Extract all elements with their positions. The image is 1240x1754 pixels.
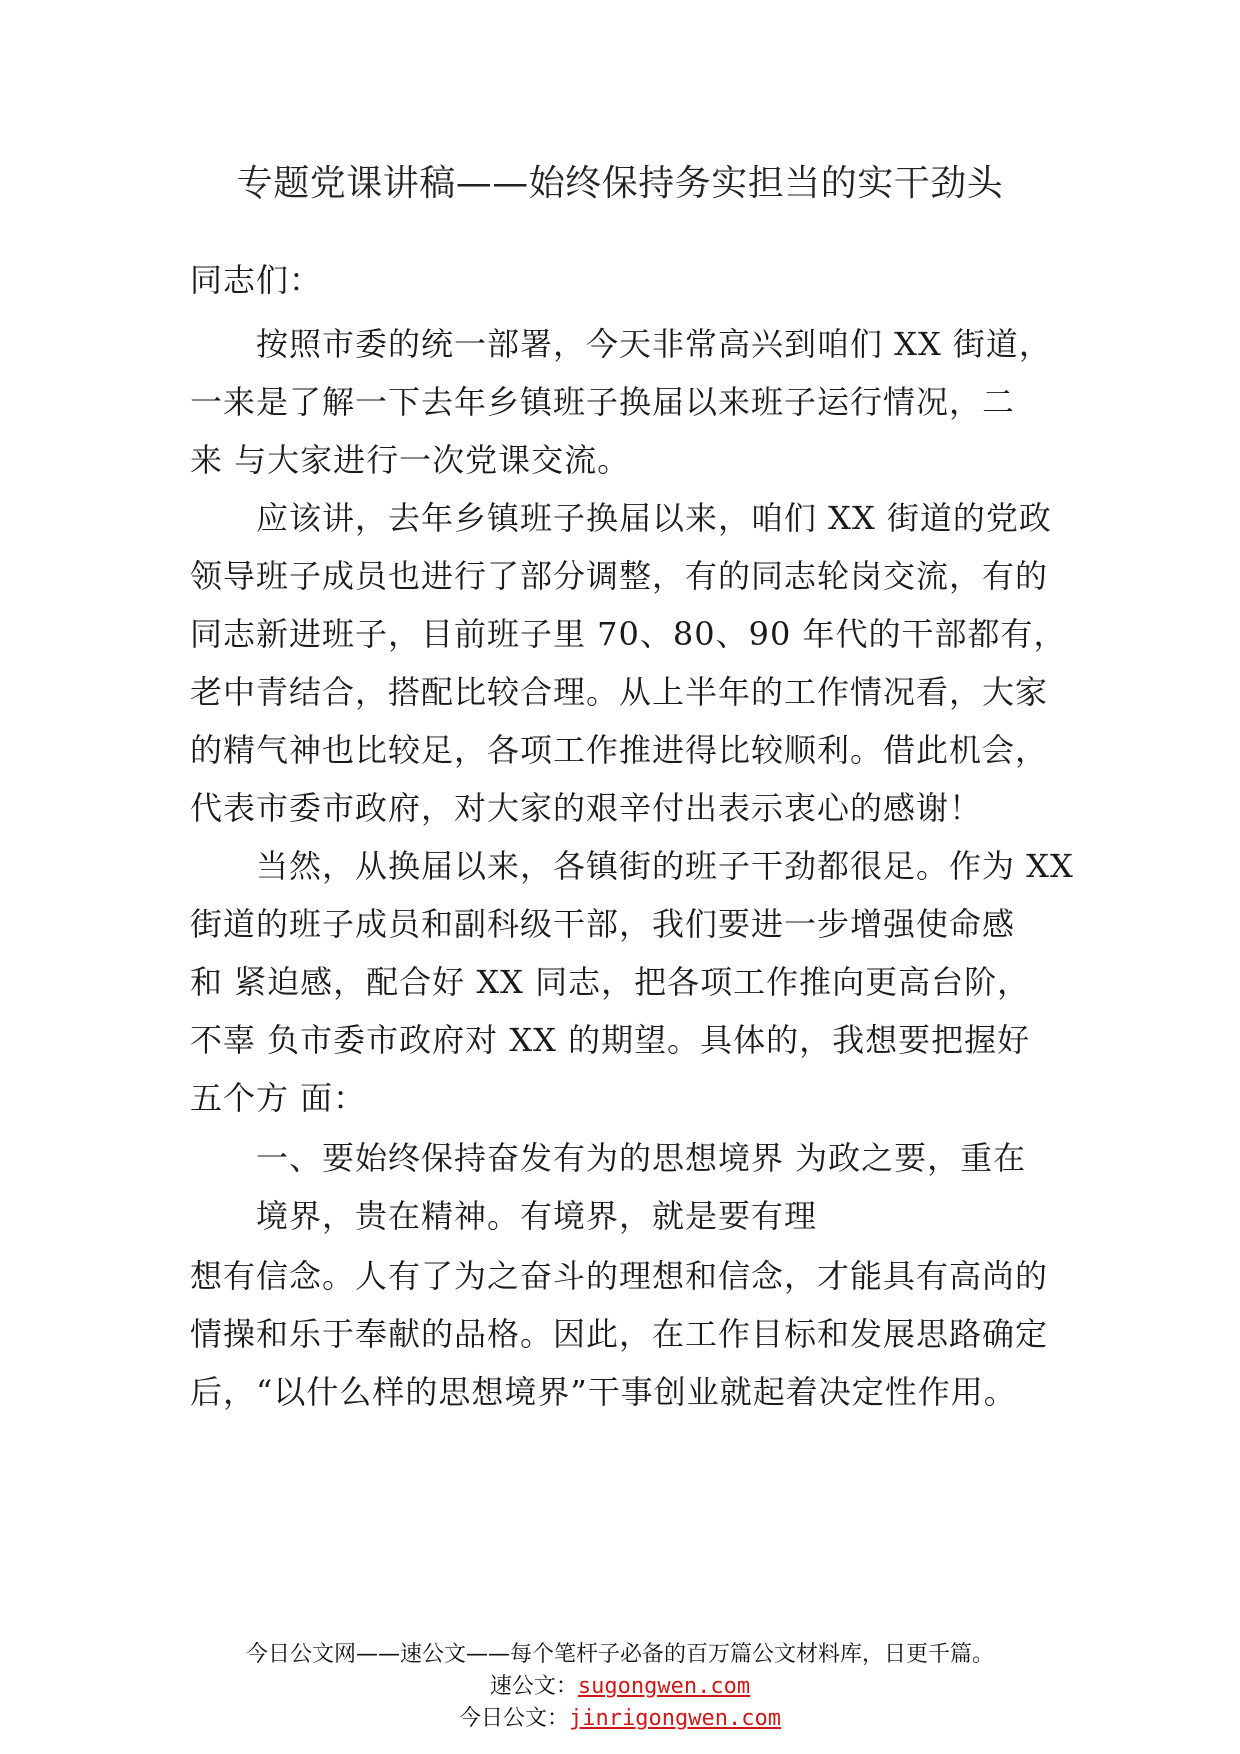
paragraph-line: 代表市委市政府，对大家的艰辛付出表示衷心的感谢！ [190,789,983,827]
paragraph-line: 和 紧迫感，配合好 XX 同志，把各项工作推向更高台阶， [190,963,1031,1001]
footer-site1-link[interactable]: sugongwen.com [577,1674,751,1699]
paragraph-line: 应该讲，去年乡镇班子换届以来，咱们 XX 街道的党政 [256,499,1052,537]
paragraph-line: 情操和乐于奉献的品格。因此，在工作目标和发展思路确定 [190,1315,1049,1353]
footer-site2-label: 今日公文： [459,1706,570,1731]
paragraph-line: 的精气神也比较足，各项工作推进得比较顺利。借此机会， [190,731,1049,769]
footer-site1-label: 速公文： [489,1674,578,1699]
paragraph-line: 按照市委的统一部署，今天非常高兴到咱们 XX 街道， [256,325,1052,363]
document-title: 专题党课讲稿——始终保持务实担当的实干劲头 [236,163,1004,204]
section-heading: 一、要始终保持奋发有为的思想境界 为政之要，重在 [256,1139,1027,1177]
paragraph-line: 老中青结合，搭配比较合理。从上半年的工作情况看，大家 [190,673,1049,711]
paragraph-line: 当然，从换届以来，各镇街的班子干劲都很足。作为 XX [256,847,1074,885]
footer-site2 [0,1704,1240,1734]
paragraph-line: 来 与大家进行一次党课交流。 [190,441,631,479]
paragraph-line: 境界，贵在精神。有境界，就是要有理 [256,1197,818,1235]
footer-site2-link[interactable]: jinrigongwen.com [569,1706,781,1731]
paragraph-line: 想有信念。人有了为之奋斗的理想和信念，才能具有高尚的 [190,1257,1049,1295]
paragraph-line: 不辜 负市委市政府对 XX 的期望。具体的，我想要把握好 [190,1021,1031,1059]
paragraph-line: 五个方 面： [190,1079,367,1117]
greeting: 同志们： [190,261,323,299]
footer-site1 [0,1672,1240,1702]
paragraph-line: 一来是了解一下去年乡镇班子换届以来班子运行情况，二 [190,383,1016,421]
paragraph-line: 街道的班子成员和副科级干部，我们要进一步增强使命感 [190,905,1016,943]
paragraph-line: 后，“以什么样的思想境界”干事创业就起着决定性作用。 [190,1373,1017,1411]
paragraph-line: 领导班子成员也进行了部分调整，有的同志轮岗交流，有的 [190,557,1049,595]
footer-tagline: 今日公文网——速公文——每个笔杆子必备的百万篇公文材料库，日更千篇。 [245,1642,994,1667]
paragraph-line: 同志新进班子，目前班子里 70、80、90 年代的干部都有， [190,615,1067,653]
